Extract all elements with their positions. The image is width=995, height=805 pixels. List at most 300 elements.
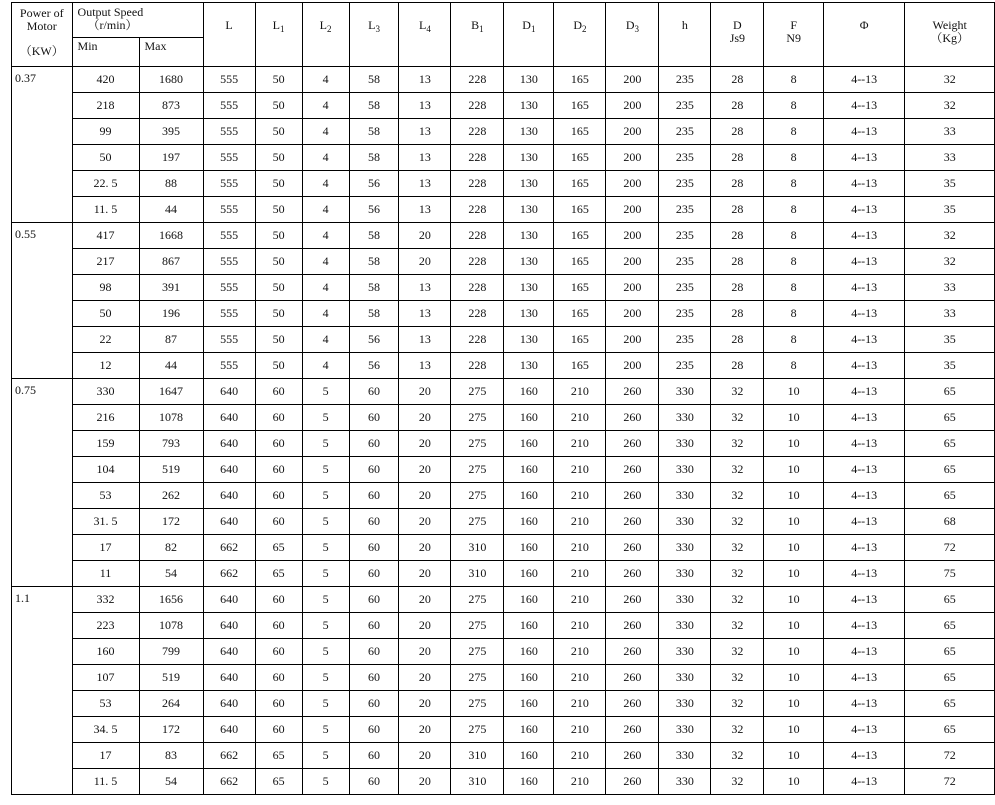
- header-D3: $D_3$: [606, 3, 659, 67]
- cell-L3: 60: [349, 457, 399, 483]
- cell-min: 11. 5: [72, 197, 139, 223]
- cell-B1: 275: [451, 483, 504, 509]
- cell-L2: 5: [302, 457, 349, 483]
- cell-min: 217: [72, 249, 139, 275]
- cell-L: 640: [203, 405, 255, 431]
- cell-weight: 35: [905, 197, 995, 223]
- cell-phi: 4--13: [824, 93, 905, 119]
- cell-min: 31. 5: [72, 509, 139, 535]
- cell-L4: 13: [399, 327, 451, 353]
- cell-h: 330: [659, 613, 711, 639]
- cell-L4: 20: [399, 379, 451, 405]
- cell-B1: 275: [451, 379, 504, 405]
- cell-D2: 165: [554, 327, 606, 353]
- cell-L2: 5: [302, 379, 349, 405]
- cell-min: 12: [72, 353, 139, 379]
- cell-h: 235: [659, 249, 711, 275]
- cell-L1: 60: [255, 431, 302, 457]
- cell-L2: 4: [302, 119, 349, 145]
- cell-L2: 4: [302, 171, 349, 197]
- cell-L3: 56: [349, 327, 399, 353]
- cell-L4: 13: [399, 171, 451, 197]
- cell-h: 235: [659, 67, 711, 93]
- cell-D1: 160: [504, 587, 554, 613]
- cell-L3: 60: [349, 613, 399, 639]
- cell-min: 216: [72, 405, 139, 431]
- cell-L3: 60: [349, 405, 399, 431]
- cell-L2: 5: [302, 587, 349, 613]
- cell-D1: 130: [504, 145, 554, 171]
- cell-max: 262: [139, 483, 203, 509]
- cell-phi: 4--13: [824, 483, 905, 509]
- cell-D1: 160: [504, 431, 554, 457]
- table-row: [12, 145, 995, 171]
- cell-L4: 13: [399, 145, 451, 171]
- cell-D-js9: 28: [711, 197, 764, 223]
- cell-L4: 13: [399, 275, 451, 301]
- cell-D2: 210: [554, 639, 606, 665]
- cell-D1: 130: [504, 223, 554, 249]
- cell-L: 640: [203, 717, 255, 743]
- cell-L3: 58: [349, 223, 399, 249]
- cell-D2: 210: [554, 405, 606, 431]
- cell-L: 555: [203, 171, 255, 197]
- cell-L1: 50: [255, 145, 302, 171]
- cell-L1: 60: [255, 483, 302, 509]
- cell-D-js9: 28: [711, 171, 764, 197]
- header-L4: $L_4$: [399, 3, 451, 67]
- cell-B1: 275: [451, 717, 504, 743]
- cell-D1: 160: [504, 665, 554, 691]
- cell-L: 640: [203, 483, 255, 509]
- cell-D3: 200: [606, 93, 659, 119]
- cell-min: 330: [72, 379, 139, 405]
- cell-L2: 5: [302, 691, 349, 717]
- cell-B1: 228: [451, 145, 504, 171]
- cell-min: 159: [72, 431, 139, 457]
- cell-L3: 56: [349, 353, 399, 379]
- cell-max: 196: [139, 301, 203, 327]
- cell-min: 22: [72, 327, 139, 353]
- cell-L1: 60: [255, 457, 302, 483]
- cell-L2: 5: [302, 483, 349, 509]
- cell-L4: 20: [399, 769, 451, 795]
- cell-h: 330: [659, 665, 711, 691]
- cell-L: 640: [203, 457, 255, 483]
- cell-max: 54: [139, 561, 203, 587]
- cell-D3: 260: [606, 587, 659, 613]
- cell-L: 555: [203, 223, 255, 249]
- cell-L3: 60: [349, 769, 399, 795]
- cell-L2: 4: [302, 301, 349, 327]
- cell-F-n9: 8: [764, 197, 824, 223]
- cell-phi: 4--13: [824, 275, 905, 301]
- cell-B1: 228: [451, 275, 504, 301]
- cell-D3: 200: [606, 249, 659, 275]
- cell-h: 235: [659, 145, 711, 171]
- cell-B1: 310: [451, 535, 504, 561]
- cell-D1: 160: [504, 639, 554, 665]
- table-row: [12, 743, 995, 769]
- cell-D3: 260: [606, 379, 659, 405]
- cell-weight: 75: [905, 561, 995, 587]
- cell-weight: 33: [905, 275, 995, 301]
- cell-weight: 72: [905, 535, 995, 561]
- cell-D3: 260: [606, 665, 659, 691]
- output-speed-header-unit: （r/min）: [87, 18, 138, 32]
- cell-D3: 200: [606, 197, 659, 223]
- cell-D1: 130: [504, 197, 554, 223]
- cell-phi: 4--13: [824, 457, 905, 483]
- cell-L: 640: [203, 587, 255, 613]
- cell-max: 1668: [139, 223, 203, 249]
- cell-L1: 50: [255, 249, 302, 275]
- cell-max: 87: [139, 327, 203, 353]
- table-row: [12, 535, 995, 561]
- cell-D1: 130: [504, 171, 554, 197]
- cell-B1: 228: [451, 327, 504, 353]
- cell-L: 555: [203, 145, 255, 171]
- power-of-motor-header: [12, 3, 73, 67]
- cell-h: 330: [659, 561, 711, 587]
- cell-L4: 13: [399, 353, 451, 379]
- cell-F-n9: 10: [764, 691, 824, 717]
- power-cell: 0.55: [12, 223, 73, 379]
- cell-phi: 4--13: [824, 353, 905, 379]
- cell-D3: 260: [606, 483, 659, 509]
- cell-D2: 165: [554, 275, 606, 301]
- cell-h: 235: [659, 353, 711, 379]
- cell-phi: 4--13: [824, 119, 905, 145]
- table-row: [12, 483, 995, 509]
- cell-D1: 160: [504, 483, 554, 509]
- cell-L2: 5: [302, 405, 349, 431]
- cell-L3: 58: [349, 119, 399, 145]
- cell-F-n9: 8: [764, 275, 824, 301]
- cell-h: 330: [659, 639, 711, 665]
- header-row-top: [12, 3, 995, 38]
- table-row: [12, 509, 995, 535]
- cell-D-js9: 32: [711, 743, 764, 769]
- cell-L: 555: [203, 275, 255, 301]
- cell-D2: 210: [554, 483, 606, 509]
- cell-L4: 20: [399, 223, 451, 249]
- cell-D1: 130: [504, 93, 554, 119]
- cell-D2: 165: [554, 171, 606, 197]
- cell-L: 555: [203, 353, 255, 379]
- cell-F-n9: 10: [764, 561, 824, 587]
- cell-L2: 4: [302, 249, 349, 275]
- cell-D-js9: 32: [711, 639, 764, 665]
- cell-D2: 210: [554, 613, 606, 639]
- cell-F-n9: 8: [764, 223, 824, 249]
- cell-B1: 275: [451, 405, 504, 431]
- cell-phi: 4--13: [824, 431, 905, 457]
- cell-B1: 275: [451, 587, 504, 613]
- cell-D-js9: 28: [711, 223, 764, 249]
- cell-weight: 65: [905, 639, 995, 665]
- cell-L1: 50: [255, 119, 302, 145]
- cell-L: 662: [203, 561, 255, 587]
- header-h: h: [659, 3, 711, 67]
- cell-L4: 20: [399, 509, 451, 535]
- cell-L2: 4: [302, 275, 349, 301]
- cell-max: 44: [139, 353, 203, 379]
- cell-L1: 50: [255, 353, 302, 379]
- cell-min: 53: [72, 691, 139, 717]
- cell-D3: 200: [606, 327, 659, 353]
- cell-D3: 260: [606, 691, 659, 717]
- cell-L3: 60: [349, 665, 399, 691]
- output-speed-header-line1: Output Speed: [77, 5, 144, 19]
- cell-L1: 50: [255, 223, 302, 249]
- cell-D-js9: 32: [711, 379, 764, 405]
- cell-L4: 20: [399, 639, 451, 665]
- cell-D2: 165: [554, 197, 606, 223]
- table-row: [12, 171, 995, 197]
- cell-D-js9: 28: [711, 275, 764, 301]
- cell-D1: 160: [504, 535, 554, 561]
- table-row: [12, 197, 995, 223]
- cell-F-n9: 10: [764, 743, 824, 769]
- cell-h: 330: [659, 743, 711, 769]
- cell-L1: 60: [255, 379, 302, 405]
- cell-L: 555: [203, 67, 255, 93]
- cell-L4: 20: [399, 691, 451, 717]
- cell-phi: 4--13: [824, 171, 905, 197]
- spec-table: [11, 2, 995, 795]
- cell-D3: 200: [606, 301, 659, 327]
- cell-h: 235: [659, 197, 711, 223]
- header-L1: $L_1$: [255, 3, 302, 67]
- cell-D3: 200: [606, 119, 659, 145]
- header-max: Max: [139, 38, 203, 67]
- cell-weight: 65: [905, 717, 995, 743]
- cell-phi: 4--13: [824, 379, 905, 405]
- table-row: [12, 353, 995, 379]
- cell-D-js9: 28: [711, 327, 764, 353]
- cell-F-n9: 8: [764, 249, 824, 275]
- cell-D-js9: 32: [711, 457, 764, 483]
- cell-D1: 160: [504, 691, 554, 717]
- cell-h: 235: [659, 275, 711, 301]
- header-D1: $D_1$: [504, 3, 554, 67]
- cell-L1: 50: [255, 171, 302, 197]
- cell-L3: 58: [349, 67, 399, 93]
- cell-weight: 65: [905, 613, 995, 639]
- cell-L3: 60: [349, 483, 399, 509]
- cell-L2: 5: [302, 639, 349, 665]
- cell-weight: 32: [905, 249, 995, 275]
- cell-F-n9: 10: [764, 665, 824, 691]
- cell-B1: 275: [451, 691, 504, 717]
- cell-B1: 275: [451, 665, 504, 691]
- cell-min: 332: [72, 587, 139, 613]
- cell-h: 235: [659, 223, 711, 249]
- cell-L2: 5: [302, 743, 349, 769]
- cell-max: 82: [139, 535, 203, 561]
- cell-weight: 33: [905, 301, 995, 327]
- cell-D2: 210: [554, 743, 606, 769]
- cell-L1: 60: [255, 613, 302, 639]
- cell-D1: 160: [504, 613, 554, 639]
- cell-L4: 20: [399, 249, 451, 275]
- cell-D1: 160: [504, 717, 554, 743]
- table-row: [12, 301, 995, 327]
- table-row: [12, 769, 995, 795]
- cell-min: 107: [72, 665, 139, 691]
- power-header-line2: Motor: [26, 19, 57, 33]
- cell-min: 104: [72, 457, 139, 483]
- table-body: [12, 67, 995, 795]
- cell-h: 330: [659, 509, 711, 535]
- table-row: [12, 613, 995, 639]
- cell-D3: 200: [606, 67, 659, 93]
- cell-F-n9: 8: [764, 93, 824, 119]
- cell-h: 330: [659, 587, 711, 613]
- cell-weight: 65: [905, 431, 995, 457]
- cell-D3: 260: [606, 717, 659, 743]
- cell-min: 99: [72, 119, 139, 145]
- cell-L: 555: [203, 301, 255, 327]
- cell-L2: 5: [302, 509, 349, 535]
- cell-weight: 65: [905, 587, 995, 613]
- cell-L2: 5: [302, 561, 349, 587]
- cell-D2: 165: [554, 353, 606, 379]
- cell-F-n9: 8: [764, 145, 824, 171]
- cell-B1: 275: [451, 509, 504, 535]
- cell-phi: 4--13: [824, 769, 905, 795]
- cell-weight: 72: [905, 769, 995, 795]
- cell-B1: 310: [451, 769, 504, 795]
- cell-L3: 58: [349, 145, 399, 171]
- cell-D-js9: 28: [711, 67, 764, 93]
- cell-min: 17: [72, 535, 139, 561]
- cell-weight: 65: [905, 665, 995, 691]
- cell-D3: 260: [606, 613, 659, 639]
- cell-min: 17: [72, 743, 139, 769]
- table-row: [12, 119, 995, 145]
- cell-L3: 58: [349, 249, 399, 275]
- cell-L: 640: [203, 691, 255, 717]
- cell-D2: 165: [554, 93, 606, 119]
- cell-max: 519: [139, 457, 203, 483]
- cell-min: 420: [72, 67, 139, 93]
- table-row: [12, 457, 995, 483]
- cell-D-js9: 32: [711, 717, 764, 743]
- cell-L2: 5: [302, 535, 349, 561]
- cell-max: 1680: [139, 67, 203, 93]
- cell-weight: 68: [905, 509, 995, 535]
- cell-L4: 20: [399, 561, 451, 587]
- cell-D1: 160: [504, 457, 554, 483]
- cell-phi: 4--13: [824, 665, 905, 691]
- cell-F-n9: 10: [764, 535, 824, 561]
- cell-D-js9: 32: [711, 535, 764, 561]
- cell-L4: 13: [399, 301, 451, 327]
- cell-D2: 210: [554, 379, 606, 405]
- cell-F-n9: 10: [764, 639, 824, 665]
- cell-phi: 4--13: [824, 509, 905, 535]
- cell-L4: 13: [399, 197, 451, 223]
- cell-L2: 4: [302, 197, 349, 223]
- cell-max: 793: [139, 431, 203, 457]
- cell-F-n9: 10: [764, 379, 824, 405]
- cell-L: 662: [203, 769, 255, 795]
- cell-D1: 160: [504, 509, 554, 535]
- cell-F-n9: 10: [764, 483, 824, 509]
- cell-L3: 58: [349, 301, 399, 327]
- cell-weight: 65: [905, 483, 995, 509]
- cell-min: 223: [72, 613, 139, 639]
- cell-B1: 310: [451, 561, 504, 587]
- cell-min: 50: [72, 145, 139, 171]
- cell-max: 1647: [139, 379, 203, 405]
- cell-L1: 65: [255, 769, 302, 795]
- cell-weight: 65: [905, 379, 995, 405]
- table-row: [12, 327, 995, 353]
- power-cell: 0.75: [12, 379, 73, 587]
- cell-L1: 50: [255, 327, 302, 353]
- cell-B1: 275: [451, 457, 504, 483]
- cell-weight: 65: [905, 405, 995, 431]
- cell-L3: 60: [349, 509, 399, 535]
- cell-phi: 4--13: [824, 717, 905, 743]
- cell-phi: 4--13: [824, 561, 905, 587]
- cell-L: 555: [203, 249, 255, 275]
- cell-F-n9: 10: [764, 717, 824, 743]
- cell-D2: 165: [554, 249, 606, 275]
- cell-phi: 4--13: [824, 223, 905, 249]
- cell-D3: 200: [606, 275, 659, 301]
- cell-L: 640: [203, 613, 255, 639]
- cell-phi: 4--13: [824, 301, 905, 327]
- cell-B1: 275: [451, 431, 504, 457]
- cell-D2: 210: [554, 691, 606, 717]
- cell-F-n9: 8: [764, 67, 824, 93]
- cell-L2: 4: [302, 353, 349, 379]
- cell-D2: 165: [554, 67, 606, 93]
- cell-B1: 228: [451, 119, 504, 145]
- cell-D3: 260: [606, 769, 659, 795]
- cell-D3: 260: [606, 431, 659, 457]
- cell-L4: 20: [399, 535, 451, 561]
- cell-weight: 33: [905, 145, 995, 171]
- cell-B1: 228: [451, 301, 504, 327]
- cell-D-js9: 32: [711, 587, 764, 613]
- cell-L2: 4: [302, 93, 349, 119]
- cell-D-js9: 28: [711, 353, 764, 379]
- cell-L: 555: [203, 119, 255, 145]
- cell-L4: 20: [399, 743, 451, 769]
- cell-phi: 4--13: [824, 535, 905, 561]
- table-row: [12, 67, 995, 93]
- cell-D1: 130: [504, 353, 554, 379]
- cell-L4: 20: [399, 587, 451, 613]
- power-cell: 1.1: [12, 587, 73, 795]
- cell-F-n9: 10: [764, 431, 824, 457]
- cell-D2: 210: [554, 769, 606, 795]
- cell-L4: 20: [399, 717, 451, 743]
- cell-D-js9: 28: [711, 249, 764, 275]
- cell-L: 640: [203, 431, 255, 457]
- cell-max: 1078: [139, 405, 203, 431]
- cell-D2: 210: [554, 431, 606, 457]
- cell-weight: 32: [905, 223, 995, 249]
- cell-B1: 228: [451, 197, 504, 223]
- cell-B1: 228: [451, 223, 504, 249]
- cell-D1: 160: [504, 743, 554, 769]
